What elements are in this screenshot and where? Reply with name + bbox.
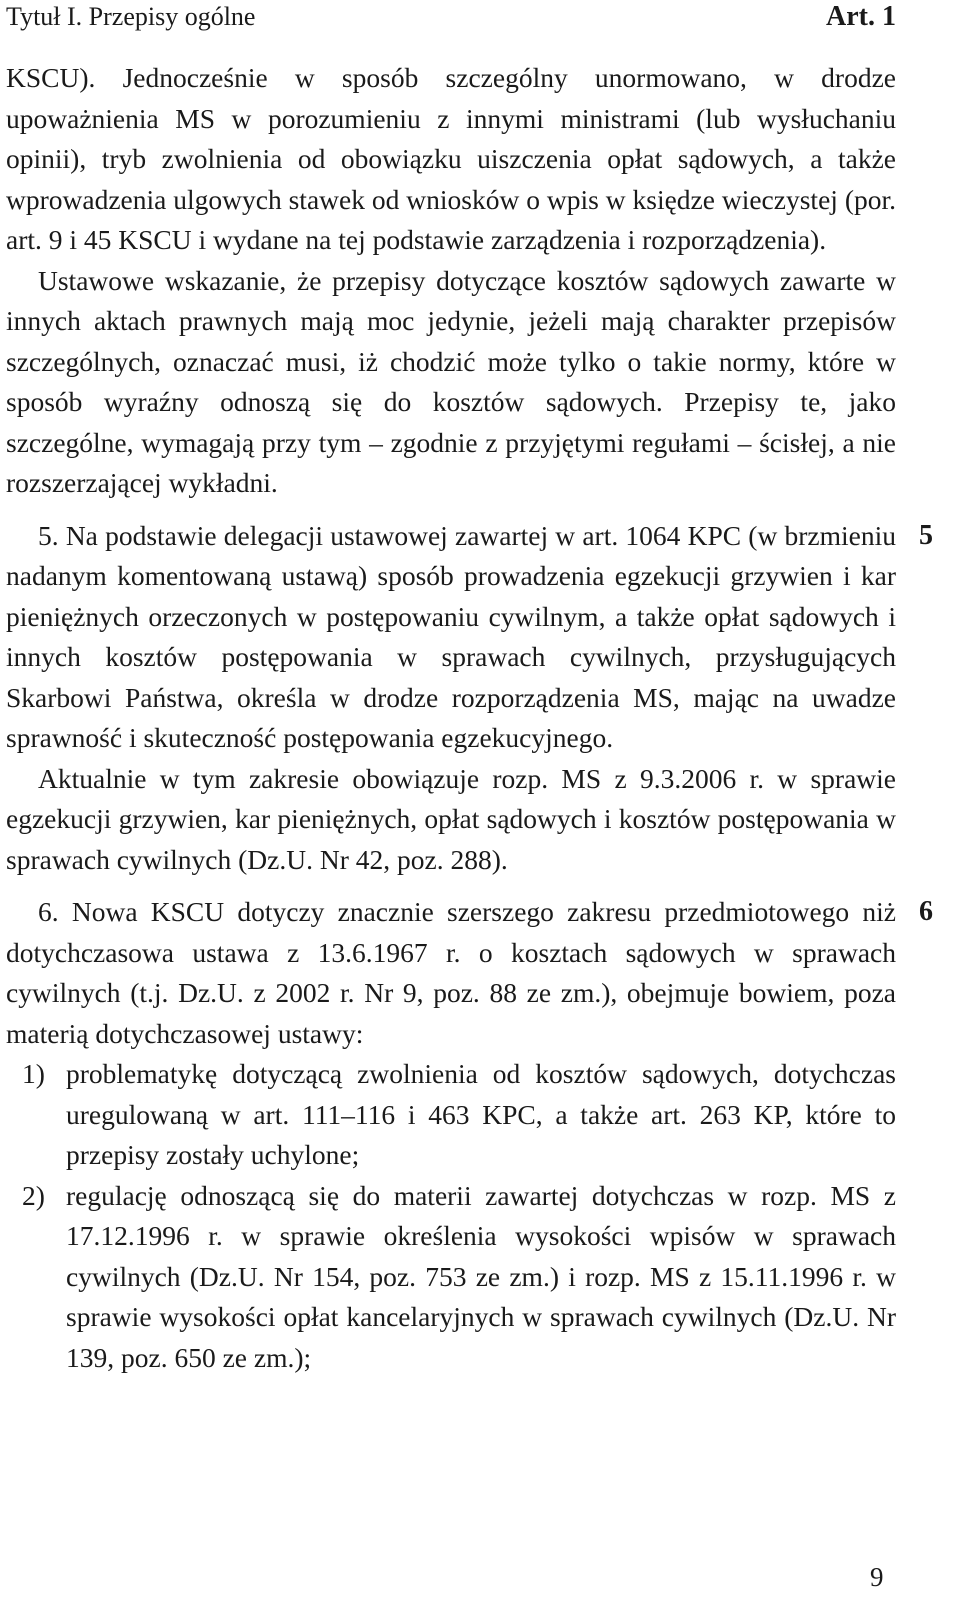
paragraph: Ustawowe wskazanie, że przepisy dotyczące kosztów sądowych zawarte w innych aktach prawnych mają moc jedynie, jeżeli mają charakter przepisów szczególnych, oznaczać musi, iż chodzić może tylko o takie normy, które w sposób wyraźny odnoszą się do kosztów sądowych. Przepisy te, jako szczególne, wymagają przy tym – zgodnie z przyjętymi regułami – ścisłej, a nie rozszerzającej wykładni. <box>6 264 896 498</box>
list-item-number: 1) <box>22 1058 45 1089</box>
paragraph-block-5 <box>6 516 933 759</box>
list-item <box>6 1054 896 1176</box>
margin-number: 6 <box>919 896 933 927</box>
header-article: Art. 1 <box>826 1 896 32</box>
running-header <box>6 0 896 40</box>
list-item <box>6 1176 896 1379</box>
paragraph: 5. Na podstawie delegacji ustawowej zawartej w art. 1064 KPC (w brzmieniu nadanym komentowaną ustawą) sposób prowadzenia egzekucji grzywien i kar pieniężnych orzeczonych w postępowaniu cywilnym, a także opłat sądowych i innych kosztów postępowania w sprawach cywilnych, przysługujących Skarbowi Państwa, określa w drodze rozporządzenia MS, mając na uwadze sprawność i skuteczność postępowania egzekucyjnego. <box>6 519 896 753</box>
list-item-text: problematykę dotyczącą zwolnienia od kosztów sądowych, dotychczas uregulowaną w art. 111–116 i 463 KPC, a także art. 263 KP, które to przepisy zostały uchylone; <box>66 1058 896 1170</box>
page-number: 9 <box>870 1562 884 1592</box>
paragraph: KSCU). Jednocześnie w sposób szczególny unormowano, w drodze upoważnienia MS w porozumieniu z innymi ministrami (lub wysłuchaniu opinii), tryb zwolnienia od obowiązku uiszczenia opłat sądowych, a także wprowadzenia ulgowych stawek od wniosków o wpis w księdze wieczystej (por. art. 9 i 45 KSCU i wydane na tej podstawie zarządzenia i rozporządzenia). <box>6 62 896 255</box>
page-body <box>6 58 933 1378</box>
margin-number: 5 <box>919 519 933 551</box>
paragraph: Aktualnie w tym zakresie obowiązuje rozp. MS z 9.3.2006 r. w sprawie egzekucji grzywien, kar pieniężnych, opłat sądowych i kosztów postępowania w sprawach cywilnych (Dz.U. Nr 42, poz. 288). <box>6 762 896 875</box>
list-item-text: regulację odnoszącą się do materii zawartej dotychczas w rozp. MS z 17.12.1996 r. w sprawie określenia wysokości wpisów w sprawach cywilnych (Dz.U. Nr 154, poz. 753 ze zm.) i rozp. MS z 15.11.1996 r. w sprawie wysokości opłat kancelaryjnych w sprawach cywilnych (Dz.U. Nr 139, poz. 650 ze zm.); <box>66 1179 896 1373</box>
paragraph-block-6 <box>6 892 933 1054</box>
header-title: Tytuł I. Przepisy ogólne <box>6 2 256 31</box>
list-item-number: 2) <box>22 1179 45 1211</box>
paragraph: 6. Nowa KSCU dotyczy znacznie szerszego zakresu przedmiotowego niż dotychczasowa ustawa z 13.6.1967 r. o kosztach sądowych w sprawach cywilnych (t.j. Dz.U. z 2002 r. Nr 9, poz. 88 ze zm.), obejmuje bowiem, poza materią dotychczasowej ustawy: <box>6 896 896 1049</box>
